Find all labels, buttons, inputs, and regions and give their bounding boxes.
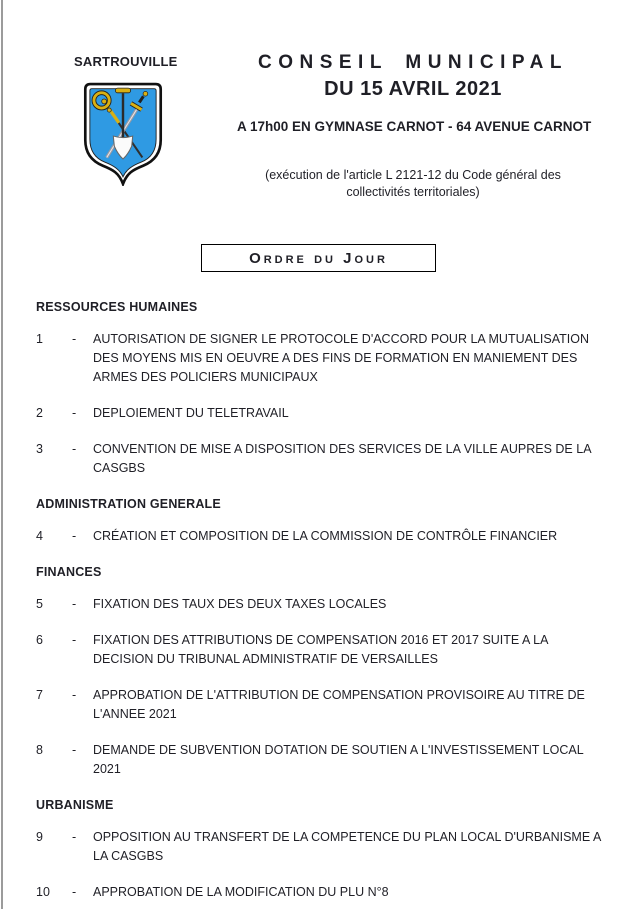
item-number: 4 — [36, 529, 43, 543]
legal-reference: (exécution de l'article L 2121-12 du Code général des collectivités territoriales) — [265, 168, 561, 199]
item-number: 6 — [36, 633, 43, 647]
item-number: 7 — [36, 688, 43, 702]
page-edge-line — [1, 0, 3, 909]
item-number: 2 — [36, 406, 43, 420]
title-block — [237, 52, 592, 201]
item-dash: - — [72, 406, 77, 420]
document-date: DU 15 AVRIL 2021 — [324, 78, 502, 100]
agenda-item-10 — [36, 883, 606, 902]
section-heading-ressources-humaines: RESSOURCES HUMAINES — [36, 300, 198, 314]
item-text: DEMANDE DE SUBVENTION DOTATION DE SOUTIEN A L'INVESTISSEMENT LOCAL 2021 — [93, 743, 584, 776]
item-text: AUTORISATION DE SIGNER LE PROTOCOLE D'ACCORD POUR LA MUTUALISATION DES MOYENS MIS EN OEUVRE A DES FINS DE FORMATION EN MANIEMENT DES ARMES DES POLICIERS MUNICIPAUX — [93, 332, 589, 384]
item-text: CRÉATION ET COMPOSITION DE LA COMMISSION DE CONTRÔLE FINANCIER — [93, 529, 558, 543]
item-dash: - — [72, 633, 77, 647]
agenda-title: Ordre du Jour — [249, 249, 388, 267]
item-text: CONVENTION DE MISE A DISPOSITION DES SERVICES DE LA VILLE AUPRES DE LA CASGBS — [93, 442, 591, 475]
item-number: 10 — [36, 885, 50, 899]
item-number: 5 — [36, 597, 43, 611]
item-number: 9 — [36, 830, 43, 844]
item-dash: - — [72, 885, 77, 899]
item-dash: - — [72, 597, 77, 611]
section-heading-urbanisme: URBANISME — [36, 798, 114, 812]
agenda-item-6 — [36, 631, 606, 669]
document-title: CONSEIL MUNICIPAL — [257, 52, 569, 73]
item-number: 1 — [36, 332, 43, 346]
item-dash: - — [72, 743, 77, 757]
coat-of-arms-icon — [81, 80, 165, 186]
item-number: 8 — [36, 743, 43, 757]
meeting-venue: A 17h00 EN GYMNASE CARNOT - 64 AVENUE CARNOT — [237, 119, 592, 134]
item-number: 3 — [36, 442, 43, 456]
agenda-item-3 — [36, 440, 606, 478]
agenda-list — [36, 298, 606, 909]
agenda-title-box — [201, 244, 436, 272]
agenda-item-2 — [36, 404, 606, 423]
item-text: APPROBATION DE LA MODIFICATION DU PLU N°8 — [93, 885, 389, 899]
item-text: APPROBATION DE L'ATTRIBUTION DE COMPENSATION PROVISOIRE AU TITRE DE L'ANNEE 2021 — [93, 688, 585, 721]
item-dash: - — [72, 529, 77, 543]
crest-block — [74, 54, 178, 191]
item-text: FIXATION DES TAUX DES DEUX TAXES LOCALES — [93, 597, 387, 611]
agenda-item-8 — [36, 741, 606, 779]
agenda-item-9 — [36, 828, 606, 866]
item-dash: - — [72, 688, 77, 702]
agenda-item-5 — [36, 595, 606, 614]
item-text: FIXATION DES ATTRIBUTIONS DE COMPENSATION 2016 ET 2017 SUITE A LA DECISION DU TRIBUNAL ADMINISTRATIF DE VERSAILLES — [93, 633, 548, 666]
item-text: OPPOSITION AU TRANSFERT DE LA COMPETENCE DU PLAN LOCAL D'URBANISME A LA CASGBS — [93, 830, 601, 863]
section-heading-finances: FINANCES — [36, 565, 102, 579]
item-text: DEPLOIEMENT DU TELETRAVAIL — [93, 406, 289, 420]
agenda-item-4 — [36, 527, 606, 546]
agenda-item-1 — [36, 330, 606, 387]
item-dash: - — [72, 332, 77, 346]
agenda-item-7 — [36, 686, 606, 724]
section-heading-administration-generale: ADMINISTRATION GENERALE — [36, 497, 221, 511]
municipality-name: SARTROUVILLE — [74, 54, 178, 69]
item-dash: - — [72, 442, 77, 456]
item-dash: - — [72, 830, 77, 844]
